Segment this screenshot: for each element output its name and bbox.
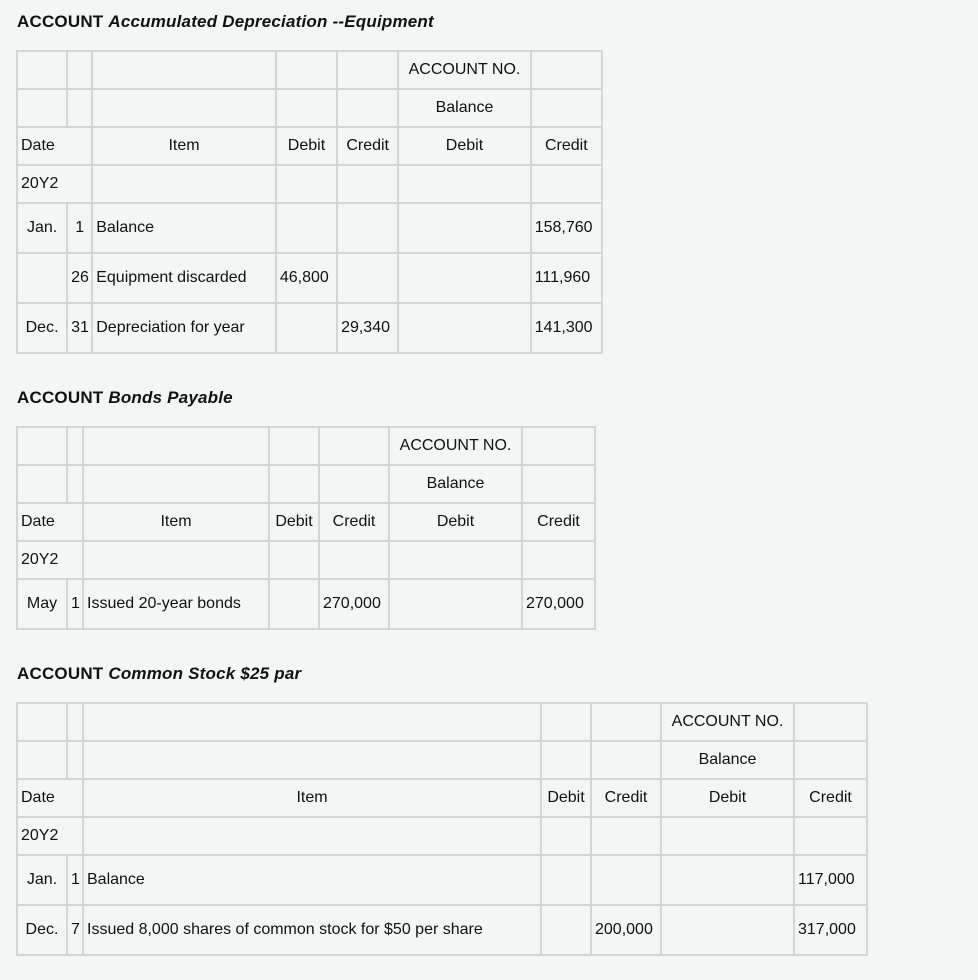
account-no-label: ACCOUNT NO. xyxy=(398,51,530,89)
account-name: Accumulated Depreciation --Equipment xyxy=(108,12,434,31)
day-cell: 1 xyxy=(67,579,83,629)
year-cell: 20Y2 xyxy=(17,817,83,855)
debit-header: Debit xyxy=(541,779,591,817)
balance-credit-cell: 158,760 xyxy=(531,203,602,253)
month-cell: Dec. xyxy=(17,303,67,353)
balance-credit-cell: 111,960 xyxy=(531,253,602,303)
debit-cell xyxy=(541,905,591,955)
balance-debit-cell xyxy=(398,303,530,353)
credit-cell xyxy=(337,253,398,303)
header-row xyxy=(17,89,602,127)
header-row xyxy=(17,741,867,779)
date-header: Date xyxy=(17,779,83,817)
table-row xyxy=(17,905,867,955)
account-no-label: ACCOUNT NO. xyxy=(661,703,794,741)
debit-cell xyxy=(276,303,337,353)
item-header: Item xyxy=(83,503,269,541)
item-header: Item xyxy=(83,779,541,817)
credit-cell xyxy=(591,855,661,905)
item-header: Item xyxy=(92,127,276,165)
balance-debit-cell xyxy=(661,855,794,905)
table-row xyxy=(17,579,595,629)
debit-cell xyxy=(276,203,337,253)
month-cell: Jan. xyxy=(17,203,67,253)
ledger-table xyxy=(16,426,596,630)
balance-credit-header: Credit xyxy=(522,503,595,541)
credit-cell: 200,000 xyxy=(591,905,661,955)
item-cell: Issued 20-year bonds xyxy=(83,579,269,629)
month-cell: Jan. xyxy=(17,855,67,905)
column-header-row xyxy=(17,779,867,817)
item-cell: Balance xyxy=(83,855,541,905)
year-row xyxy=(17,541,595,579)
year-row xyxy=(17,817,867,855)
credit-header: Credit xyxy=(337,127,398,165)
day-cell: 7 xyxy=(67,905,83,955)
account-title xyxy=(17,664,301,684)
balance-credit-cell: 270,000 xyxy=(522,579,595,629)
account-prefix: ACCOUNT xyxy=(17,12,104,31)
date-header: Date xyxy=(17,503,83,541)
debit-cell: 46,800 xyxy=(276,253,337,303)
balance-credit-cell: 117,000 xyxy=(794,855,867,905)
item-cell: Depreciation for year xyxy=(92,303,276,353)
balance-credit-header: Credit xyxy=(531,127,602,165)
debit-cell xyxy=(541,855,591,905)
account-prefix: ACCOUNT xyxy=(17,388,104,407)
header-row xyxy=(17,465,595,503)
column-header-row xyxy=(17,127,602,165)
balance-debit-cell xyxy=(398,203,530,253)
balance-debit-cell xyxy=(389,579,522,629)
month-cell: Dec. xyxy=(17,905,67,955)
table-row xyxy=(17,203,602,253)
day-cell: 1 xyxy=(67,203,92,253)
column-header-row xyxy=(17,503,595,541)
date-header: Date xyxy=(17,127,92,165)
balance-debit-header: Debit xyxy=(398,127,530,165)
header-row xyxy=(17,427,595,465)
account-name: Common Stock $25 par xyxy=(108,664,302,683)
balance-credit-header: Credit xyxy=(794,779,867,817)
month-cell xyxy=(17,253,67,303)
account-no-label: ACCOUNT NO. xyxy=(389,427,522,465)
account-title xyxy=(17,12,434,32)
header-row xyxy=(17,703,867,741)
day-cell: 31 xyxy=(67,303,92,353)
header-row xyxy=(17,51,602,89)
debit-header: Debit xyxy=(269,503,319,541)
credit-cell xyxy=(337,203,398,253)
day-cell: 26 xyxy=(67,253,92,303)
year-cell: 20Y2 xyxy=(17,165,92,203)
year-cell: 20Y2 xyxy=(17,541,83,579)
year-row xyxy=(17,165,602,203)
balance-debit-cell xyxy=(661,905,794,955)
ledger-table xyxy=(16,50,603,354)
ledger-table xyxy=(16,702,868,956)
table-row xyxy=(17,855,867,905)
debit-cell xyxy=(269,579,319,629)
account-title xyxy=(17,388,233,408)
credit-header: Credit xyxy=(591,779,661,817)
balance-debit-header: Debit xyxy=(389,503,522,541)
balance-header: Balance xyxy=(398,89,530,127)
item-cell: Balance xyxy=(92,203,276,253)
account-prefix: ACCOUNT xyxy=(17,664,104,683)
account-name: Bonds Payable xyxy=(108,388,233,407)
credit-cell: 29,340 xyxy=(337,303,398,353)
credit-header: Credit xyxy=(319,503,389,541)
balance-debit-header: Debit xyxy=(661,779,794,817)
balance-header: Balance xyxy=(389,465,522,503)
table-row xyxy=(17,253,602,303)
month-cell: May xyxy=(17,579,67,629)
balance-debit-cell xyxy=(398,253,530,303)
credit-cell: 270,000 xyxy=(319,579,389,629)
balance-header: Balance xyxy=(661,741,794,779)
day-cell: 1 xyxy=(67,855,83,905)
item-cell: Issued 8,000 shares of common stock for $50 per share xyxy=(83,905,541,955)
debit-header: Debit xyxy=(276,127,337,165)
table-row xyxy=(17,303,602,353)
balance-credit-cell: 317,000 xyxy=(794,905,867,955)
item-cell: Equipment discarded xyxy=(92,253,276,303)
balance-credit-cell: 141,300 xyxy=(531,303,602,353)
